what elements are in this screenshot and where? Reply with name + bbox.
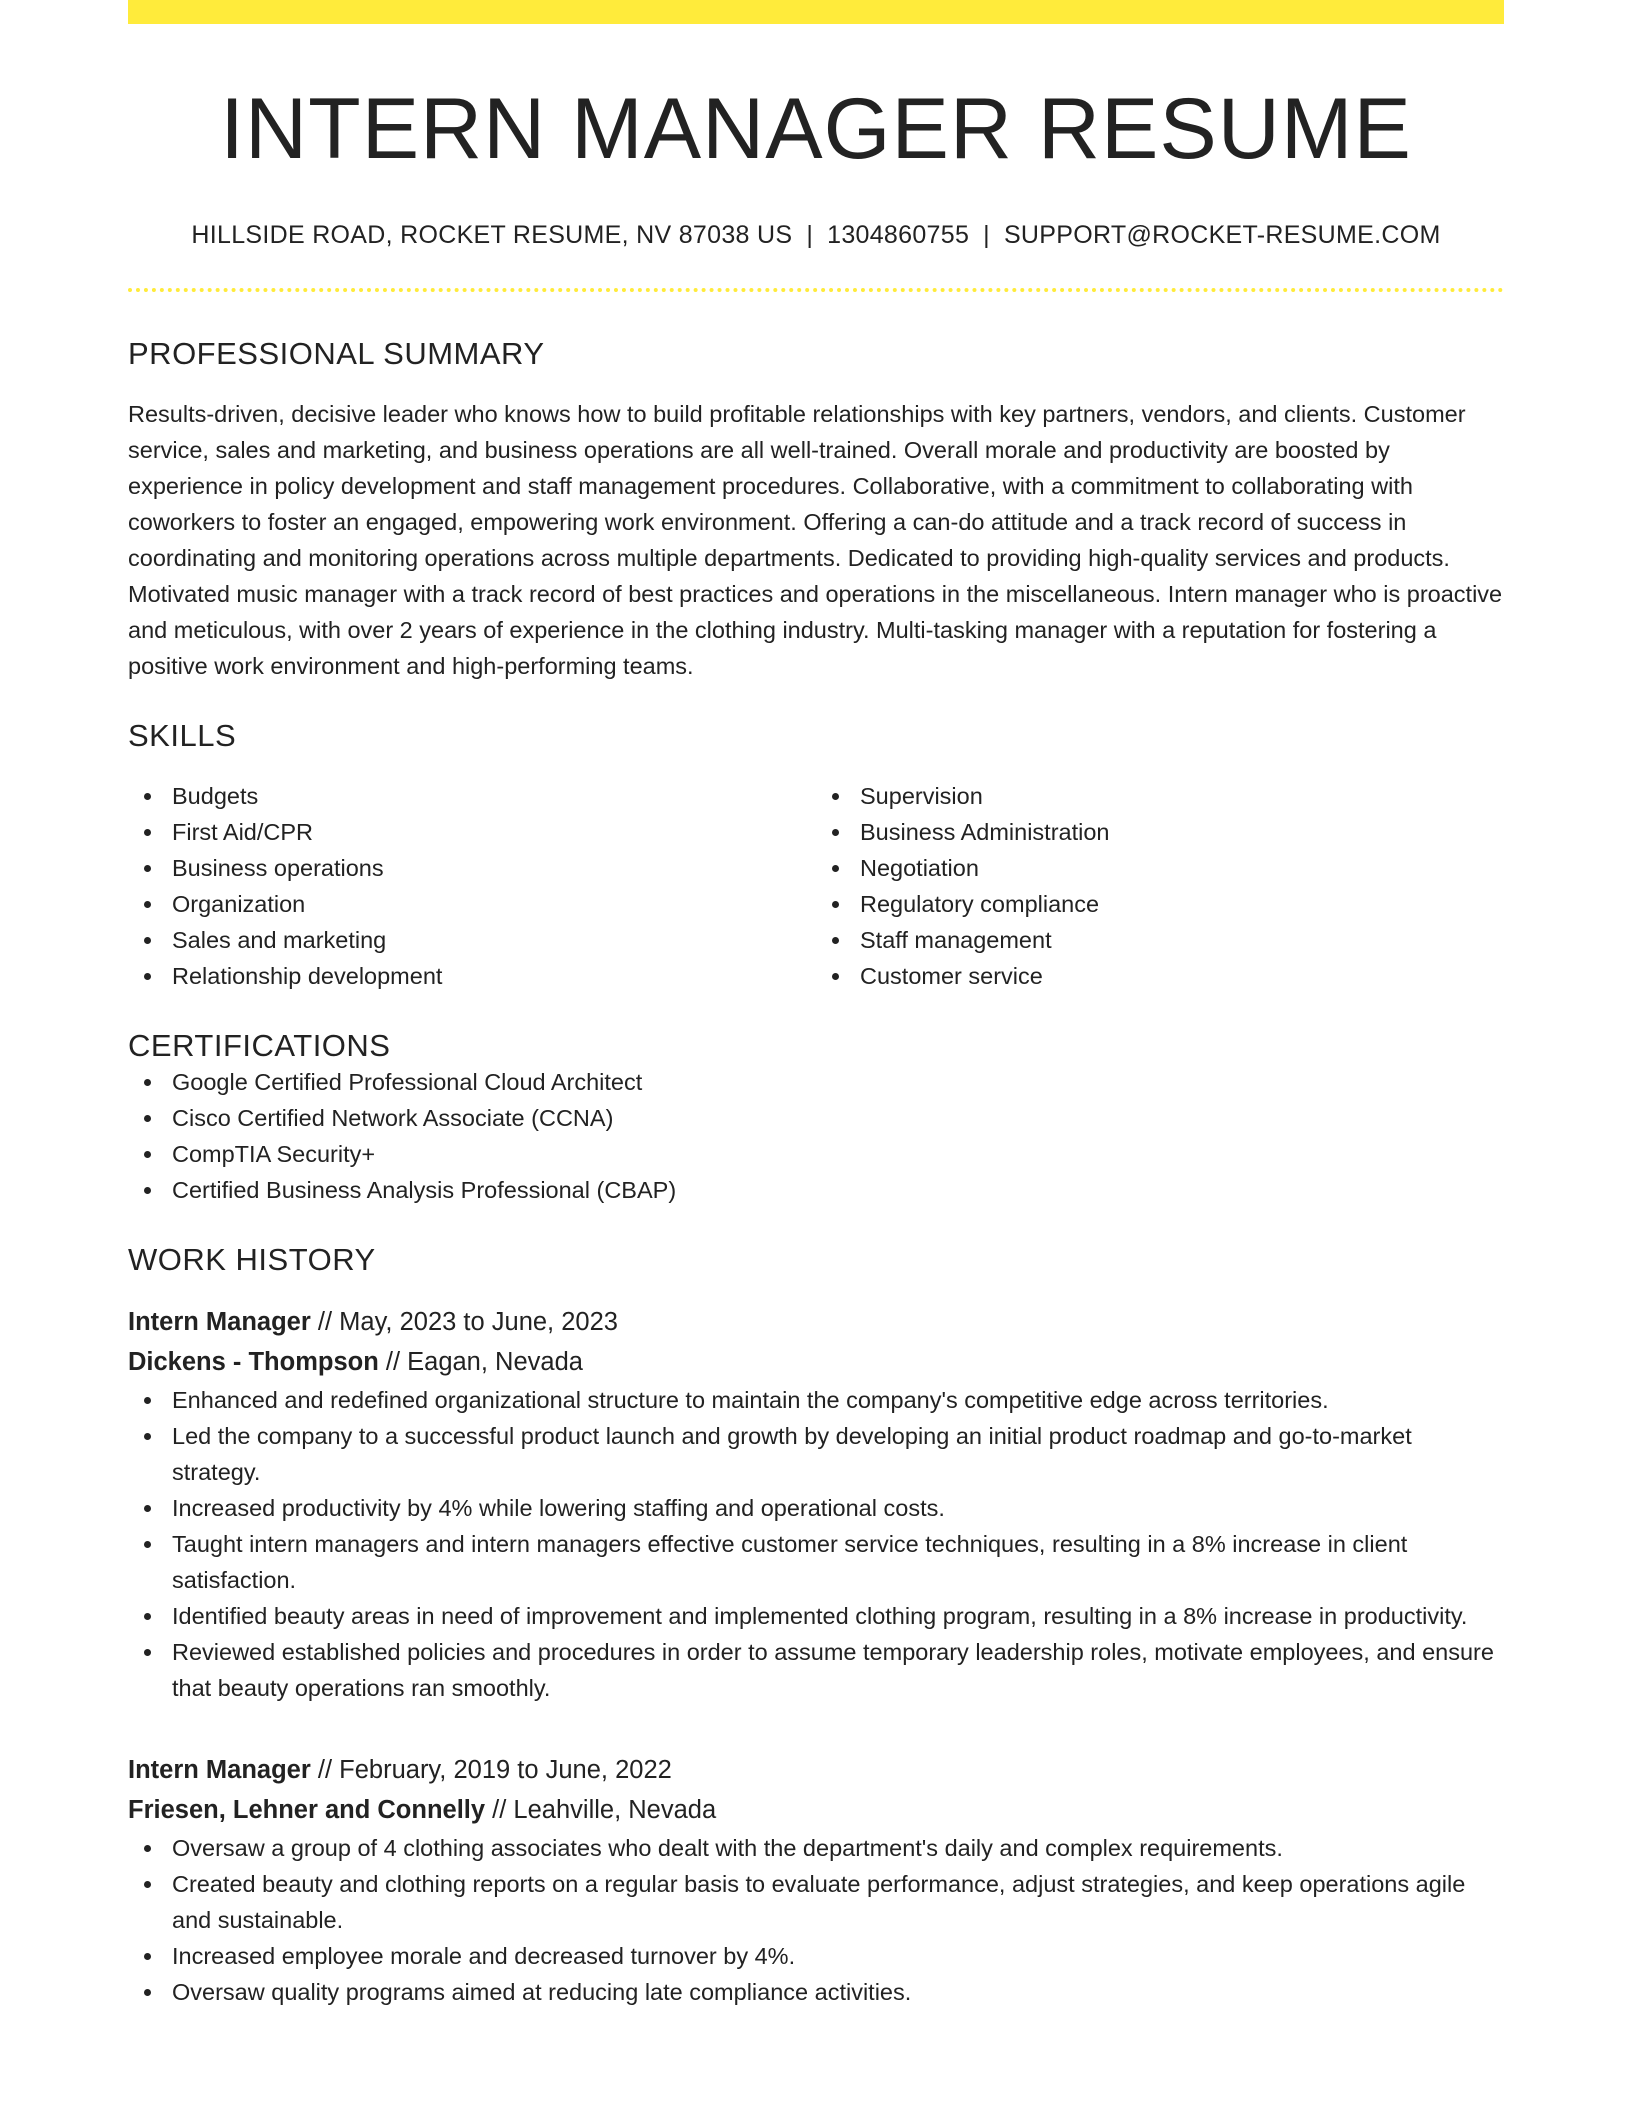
- certification-item: Certified Business Analysis Professional (CBAP): [128, 1172, 1504, 1208]
- skill-item: Regulatory compliance: [816, 886, 1504, 922]
- job-bullet: Reviewed established policies and procedures in order to assume temporary leadership roles, motivate employees, and ensure that beauty operations ran smoothly.: [128, 1634, 1504, 1706]
- contact-address: HILLSIDE ROAD, ROCKET RESUME, NV 87038 US: [191, 220, 793, 249]
- resume-page: [128, 0, 1504, 2010]
- skills-list: [128, 778, 1504, 994]
- job-bullet-list: [128, 1382, 1504, 1706]
- contact-separator: |: [806, 220, 814, 249]
- job-bullet: Oversaw a group of 4 clothing associates who dealt with the department's daily and complex requirements.: [128, 1830, 1504, 1866]
- job-dates: // May, 2023 to June, 2023: [317, 1307, 618, 1336]
- certification-item: CompTIA Security+: [128, 1136, 1504, 1172]
- job-entry: [128, 1302, 1504, 1706]
- contact-phone: 1304860755: [827, 220, 970, 249]
- contact-separator: |: [983, 220, 990, 249]
- job-bullet: Increased productivity by 4% while lowering staffing and operational costs.: [128, 1490, 1504, 1526]
- job-company: Friesen, Lehner and Connelly: [128, 1795, 486, 1824]
- job-bullet-list: [128, 1830, 1504, 2010]
- skills-column-right: [816, 778, 1504, 994]
- job-company-line: [128, 1790, 1504, 1830]
- contact-email[interactable]: SUPPORT@ROCKET-RESUME.COM: [1003, 220, 1441, 249]
- skills-column-left: [128, 778, 816, 994]
- job-bullet: Created beauty and clothing reports on a regular basis to evaluate performance, adjust strategies, and keep operations agile and sustainable.: [128, 1866, 1504, 1938]
- job-bullet: Identified beauty areas in need of improvement and implemented clothing program, resulting in a 8% increase in productivity.: [128, 1598, 1504, 1634]
- job-title-line: [128, 1302, 1504, 1342]
- job-location: // Eagan, Nevada: [385, 1347, 583, 1376]
- job-role: Intern Manager: [128, 1307, 311, 1336]
- job-location: // Leahville, Nevada: [492, 1795, 717, 1824]
- certification-item: Cisco Certified Network Associate (CCNA): [128, 1100, 1504, 1136]
- job-role: Intern Manager: [128, 1755, 311, 1784]
- resume-title: INTERN MANAGER RESUME: [220, 81, 1412, 177]
- top-accent-bar: [128, 0, 1504, 24]
- work-history-heading: WORK HISTORY: [128, 1241, 376, 1277]
- skill-item: Sales and marketing: [128, 922, 816, 958]
- job-title-line: [128, 1750, 1504, 1790]
- contact-line: [128, 221, 1504, 250]
- job-bullet: Increased employee morale and decreased turnover by 4%.: [128, 1938, 1504, 1974]
- job-bullet: Oversaw quality programs aimed at reducing late compliance activities.: [128, 1974, 1504, 2010]
- job-bullet: Enhanced and redefined organizational structure to maintain the company's competitive edge across territories.: [128, 1382, 1504, 1418]
- skill-item: Organization: [128, 886, 816, 922]
- skill-item: Business operations: [128, 850, 816, 886]
- job-company: Dickens - Thompson: [128, 1347, 379, 1376]
- job-bullet: Led the company to a successful product launch and growth by developing an initial product roadmap and go-to-market strategy.: [128, 1418, 1504, 1490]
- skill-item: Relationship development: [128, 958, 816, 994]
- skills-heading: SKILLS: [128, 717, 237, 753]
- skill-item: Customer service: [816, 958, 1504, 994]
- skill-item: Negotiation: [816, 850, 1504, 886]
- job-entry: [128, 1750, 1504, 2010]
- certifications-list: [128, 1064, 1504, 1208]
- skill-item: First Aid/CPR: [128, 814, 816, 850]
- skill-item: Business Administration: [816, 814, 1504, 850]
- job-bullet: Taught intern managers and intern managers effective customer service techniques, resulting in a 8% increase in client satisfaction.: [128, 1526, 1504, 1598]
- skill-item: Budgets: [128, 778, 816, 814]
- dotted-divider: [128, 288, 1504, 292]
- summary-heading: PROFESSIONAL SUMMARY: [128, 335, 545, 371]
- job-dates: // February, 2019 to June, 2022: [317, 1755, 672, 1784]
- skill-item: Supervision: [816, 778, 1504, 814]
- skill-item: Staff management: [816, 922, 1504, 958]
- summary-text: Results-driven, decisive leader who knows how to build profitable relationships with key partners, vendors, and clients. Customer service, sales and marketing, and business operations are all well-trained. Overall morale and productivity are boosted by experience in policy development and staff management procedures. Collaborative, with a commitment to collaborating with coworkers to foster an engaged, empowering work environment. Offering a can-do attitude and a track record of success in coordinating and monitoring operations across multiple departments. Dedicated to providing high-quality services and products. Motivated music manager with a track record of best practices and operations in the miscellaneous. Intern manager who is proactive and meticulous, with over 2 years of experience in the clothing industry. Multi-tasking manager with a reputation for fostering a positive work environment and high-performing teams.: [128, 400, 1503, 679]
- job-company-line: [128, 1342, 1504, 1382]
- certification-item: Google Certified Professional Cloud Architect: [128, 1064, 1504, 1100]
- certifications-heading: CERTIFICATIONS: [128, 1027, 391, 1063]
